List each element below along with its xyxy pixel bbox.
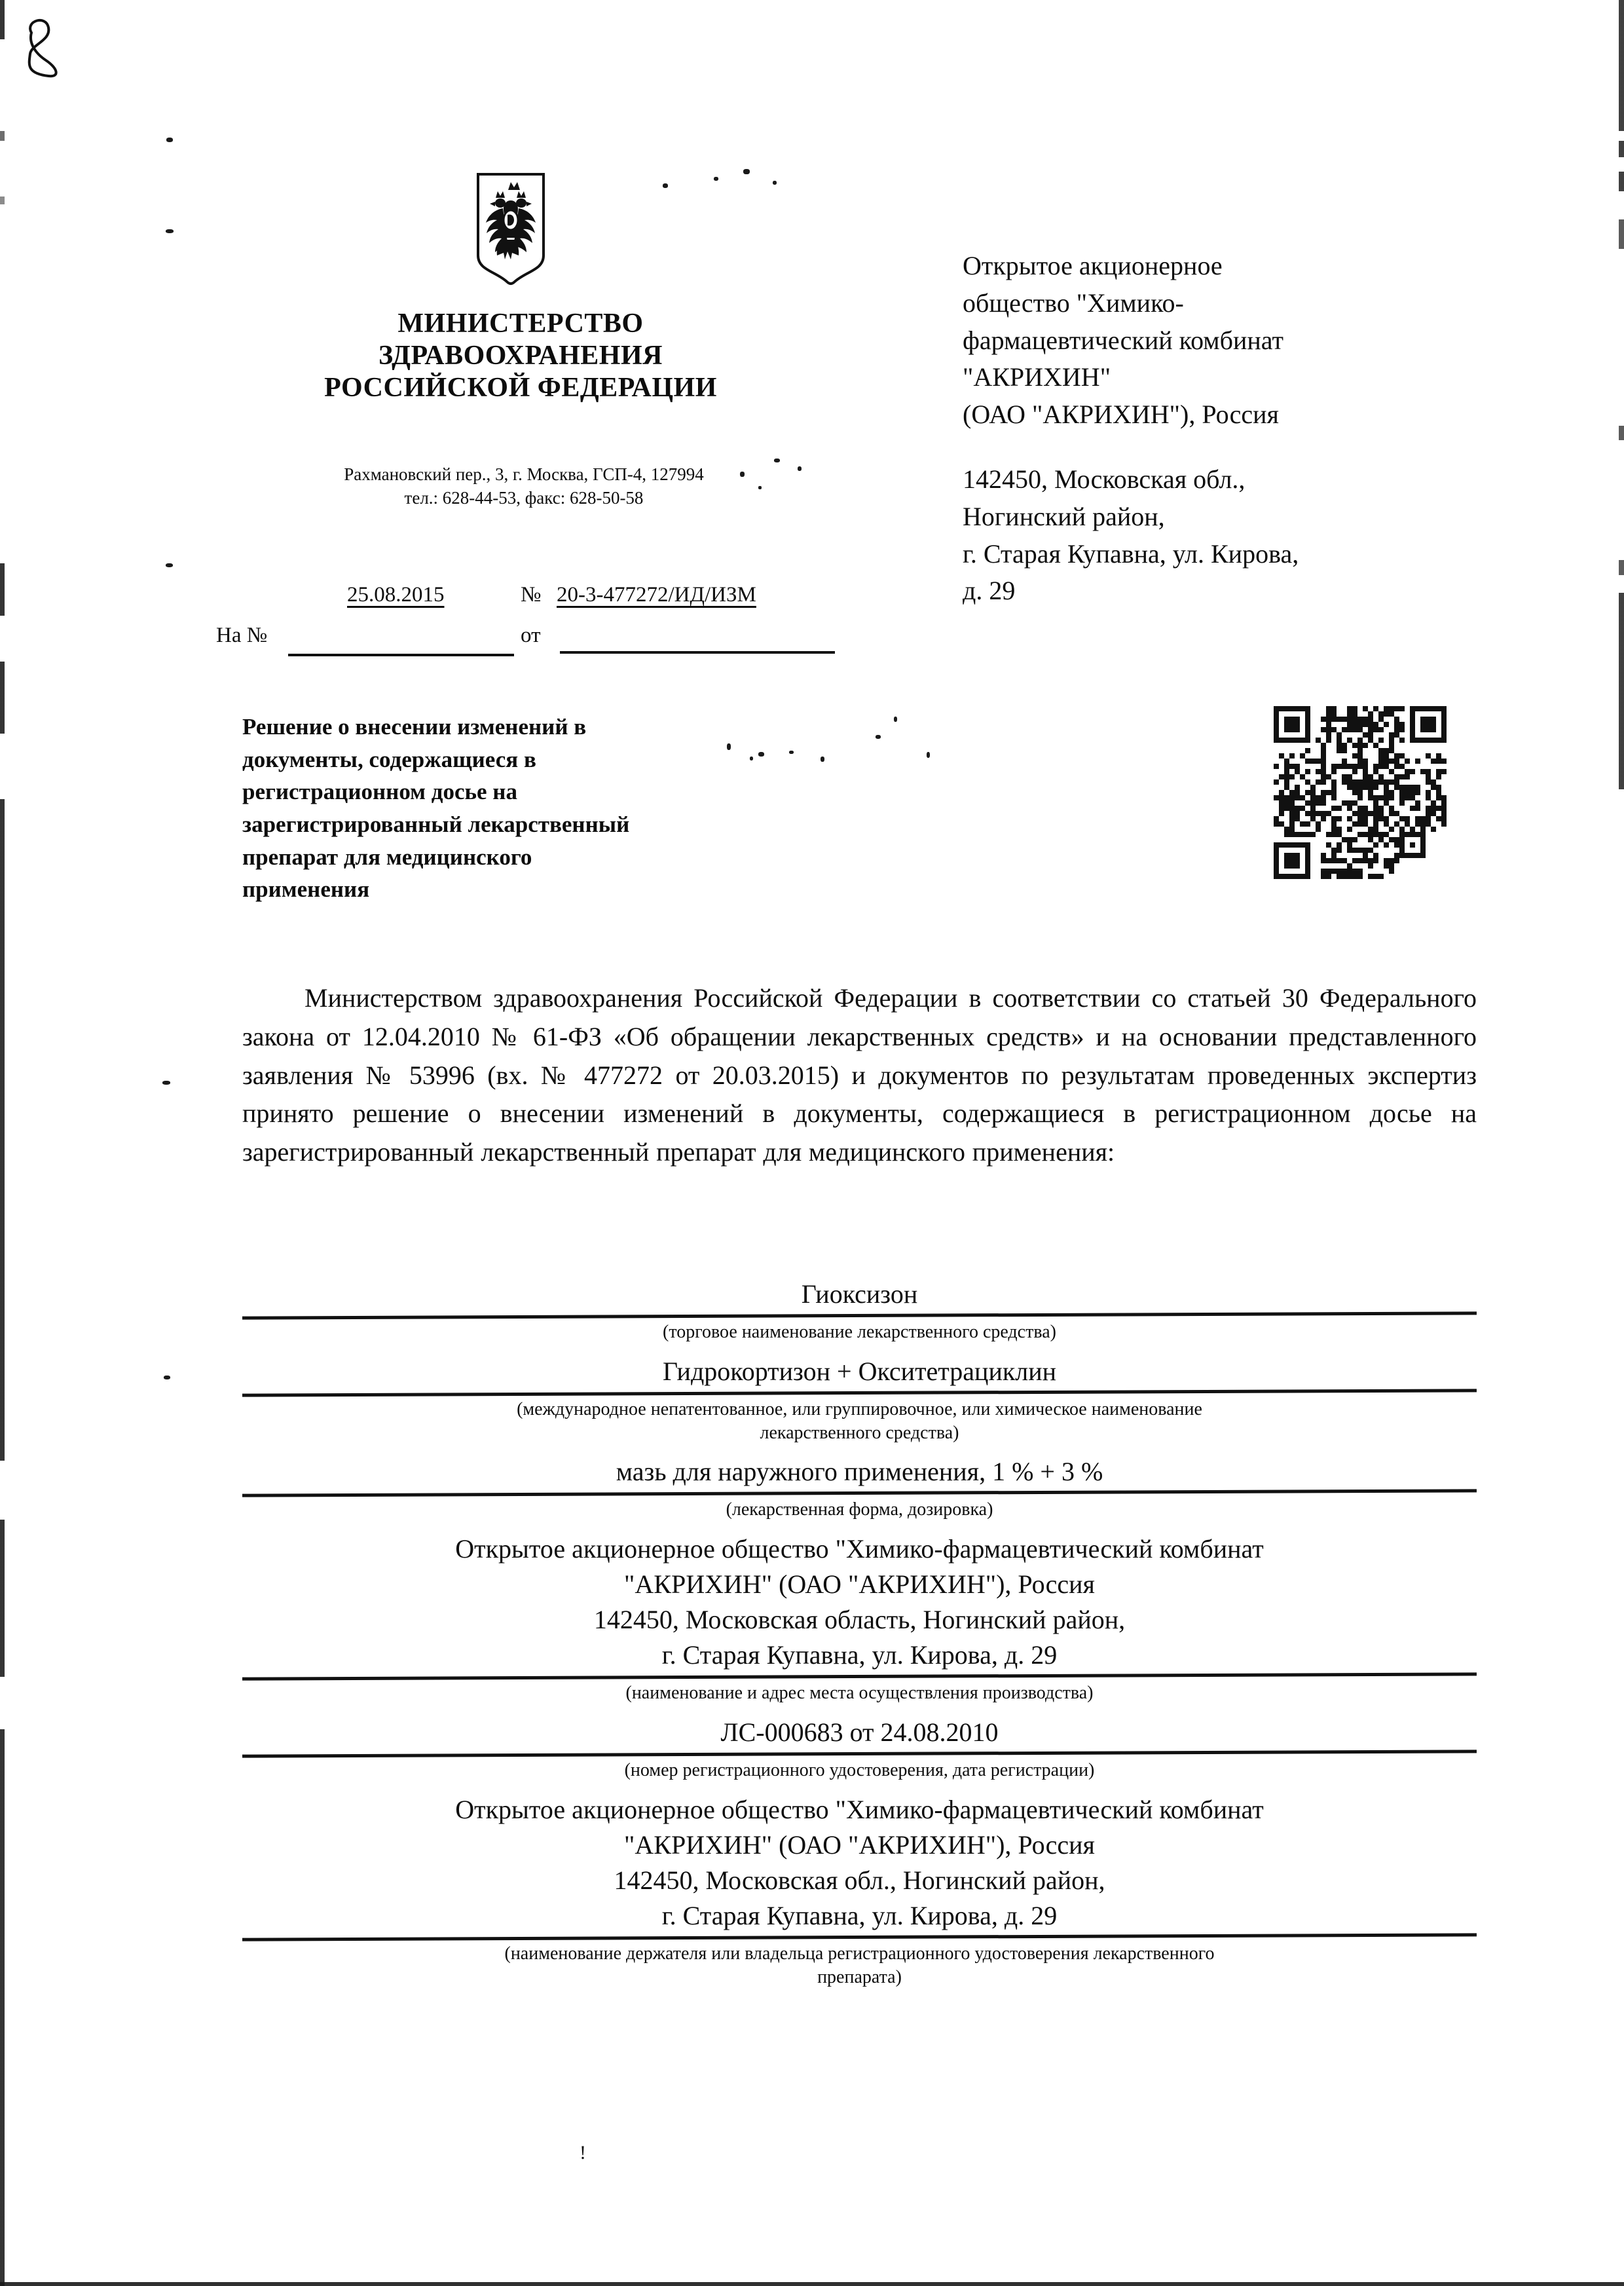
field-caption: [242, 1396, 1477, 1452]
field-caption-line: (наименование держателя или владельца регистрационного удостоверения лекарственного: [504, 1943, 1215, 1964]
field-value: "АКРИХИН" (ОАО "АКРИХИН"), Россия: [624, 1829, 1095, 1860]
document-date: 25.08.2015: [347, 583, 445, 607]
subject-line-6: применения: [242, 876, 370, 903]
field-caption-line: (международное непатентованное, или группировочное, или химическое наименование: [517, 1398, 1202, 1419]
number-sign: №: [521, 583, 542, 607]
ministry-address: Рахмановский пер., 3, г. Москва, ГСП-4, 127994: [344, 464, 704, 484]
field-value: ЛС-000683 от 24.08.2010: [720, 1717, 999, 1748]
scan-speck: [789, 751, 794, 754]
handwritten-mark: [20, 13, 65, 85]
field-dosage-form: [242, 1455, 1477, 1528]
ministry-title: [242, 308, 799, 404]
field-caption: (номер регистрационного удостоверения, дата регистрации): [624, 1760, 1095, 1781]
subject-line-1: Решение о внесении изменений в: [242, 714, 587, 740]
scan-speck: [663, 183, 668, 188]
scan-speck: [773, 181, 777, 185]
ot-blank-rule: [560, 651, 835, 654]
scan-speck: [876, 735, 881, 739]
field-value: Гидрокортизон + Окситетрациклин: [662, 1356, 1057, 1386]
scan-speck: [166, 229, 174, 233]
scan-speck: [164, 1376, 170, 1379]
body-paragraph: Министерством здравоохранения Российской Федерации в соответствии со статьей 30 Федерального закона от 12.04.2010 № 61-ФЗ «Об обращении лекарственных средств» и на основании представленного заявления № 53996 (вх. № 477272 от 20.03.2015) и документов по результатам проведенных экспертиз принято решение о внесении изменений в документы, содержащиеся в регистрационном досье на зарегистрированный лекарственный препарат для медицинского применения:: [242, 983, 1477, 1167]
field-value: Открытое акционерное общество "Химико-фармацевтический комбинат: [455, 1794, 1264, 1824]
field-caption: [242, 1940, 1477, 1996]
addressee-line-7: Ногинский район,: [963, 501, 1165, 531]
field-inn-name: [242, 1355, 1477, 1452]
field-manufacturer: [242, 1532, 1477, 1712]
field-caption: (лекарственная форма, дозировка): [726, 1499, 993, 1520]
field-value: Открытое акционерное общество "Химико-фармацевтический комбинат: [455, 1534, 1264, 1564]
scan-speck: [927, 752, 930, 758]
field-value: 142450, Московская обл., Ногинский район,: [614, 1865, 1105, 1895]
field-value: мазь для наружного применения, 1 % + 3 %: [616, 1457, 1103, 1487]
addressee-line-3: фармацевтический комбинат: [963, 325, 1283, 355]
field-value: г. Старая Купавна, ул. Кирова, д. 29: [661, 1640, 1058, 1670]
scan-speck: [166, 563, 173, 567]
ot-label: от: [521, 624, 541, 647]
na-no-label: На №: [216, 624, 268, 647]
scan-edge-artifact-right: [1619, 0, 1624, 2286]
scan-speck: [894, 717, 897, 722]
addressee-line-5: (ОАО "АКРИХИН"), Россия: [963, 400, 1279, 430]
subject-block: [242, 711, 766, 906]
scan-speck: [162, 1081, 170, 1085]
scan-edge-artifact-bottom: [0, 2282, 1624, 2286]
addressee-block: [963, 248, 1552, 610]
addressee-line-6: 142450, Московская обл.,: [963, 464, 1246, 494]
field-caption-line: препарата): [817, 1966, 902, 1987]
field-value: "АКРИХИН" (ОАО "АКРИХИН"), Россия: [624, 1569, 1095, 1600]
field-certificate-holder: [242, 1793, 1477, 1996]
field-blocks: [242, 1277, 1477, 2000]
document-number: 20-3-477272/ИД/ИЗМ: [557, 583, 756, 607]
ministry-phone-fax: тел.: 628-44-53, факс: 628-50-58: [404, 488, 644, 508]
field-caption-line: лекарственного средства): [760, 1422, 959, 1443]
ministry-contact: [242, 462, 805, 510]
field-caption: (наименование и адрес места осуществления производства): [625, 1683, 1094, 1704]
ministry-title-line-2: ЗДРАВООХРАНЕНИЯ: [378, 341, 663, 371]
field-caption: (торговое наименование лекарственного средства): [663, 1322, 1056, 1342]
field-value: 142450, Московская область, Ногинский район,: [593, 1605, 1126, 1635]
subject-line-3: регистрационном досье на: [242, 779, 517, 805]
field-registration-certificate: [242, 1715, 1477, 1789]
scan-speck: [166, 138, 173, 142]
qr-code: [1274, 706, 1447, 879]
reference-line: [216, 583, 871, 655]
addressee-line-2: общество "Химико-: [963, 288, 1184, 318]
field-trade-name: [242, 1277, 1477, 1351]
subject-line-5: препарат для медицинского: [242, 844, 532, 870]
subject-line-4: зарегистрированный лекарственный: [242, 812, 630, 838]
scan-speck: [714, 177, 718, 181]
field-value: Гиоксизон: [801, 1279, 918, 1309]
bottom-stray-mark: !: [580, 2142, 586, 2164]
na-no-blank-rule: [288, 654, 514, 656]
scan-speck: [821, 757, 824, 762]
addressee-line-8: г. Старая Купавна, ул. Кирова,: [963, 538, 1299, 569]
field-value: г. Старая Купавна, ул. Кирова, д. 29: [661, 1900, 1058, 1930]
subject-line-2: документы, содержащиеся в: [242, 746, 536, 772]
coat-of-arms-icon: [471, 172, 550, 290]
ministry-title-line-1: МИНИСТЕРСТВО: [397, 309, 644, 339]
ministry-title-line-3: РОССИЙСКОЙ ФЕДЕРАЦИИ: [324, 373, 717, 403]
scan-speck: [743, 169, 750, 174]
addressee-spacer: [963, 434, 1552, 461]
scan-edge-artifact-left: [0, 0, 5, 2286]
addressee-line-1: Открытое акционерное: [963, 251, 1223, 280]
addressee-line-9: д. 29: [963, 576, 1016, 606]
addressee-line-4: "АКРИХИН": [963, 362, 1111, 392]
